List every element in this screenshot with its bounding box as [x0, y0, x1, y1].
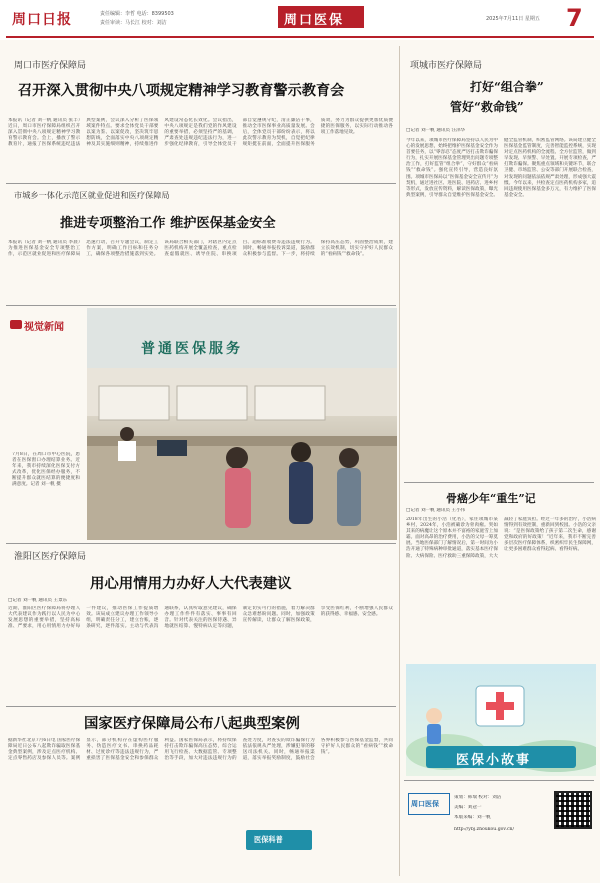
article1-rule [6, 183, 396, 184]
camera-icon [10, 320, 22, 329]
photo-caption: 7月8日，在周口市中心医院，患者在医保窗口办理结算业务。近年来，我市持续深化医保支付方式改革，优化医保经办服务，不断提升群众就医结算的便捷度和满意度。记者 刘一帆 摄 [12, 452, 80, 488]
article1-section: 周口市医疗保障局 [14, 61, 87, 71]
page-label: 周口医保 [284, 13, 345, 28]
article3-body: 本报讯（记者 刘一帆 通讯员 李晨）为推进医保基金安全专项整治工作，示范区就业促进和医疗保障局迅速行动，召开专题会议，制定工作方案，明确工作目标和任务分工，确保各项整治措施落到实处。该局联合相关部门，对辖区内定点医药机构开展全覆盖检查，重点检查虚假就医、诱导住院、串换项目、超标准收费等违法违规行为。同时，畅通举报投诉渠道，鼓励群众积极参与监督。下一步，将持续保持高压态势，巩固整治成果，建立长效机制，切实守护好人民群众的“看病钱”“救命钱”。 [8, 240, 393, 258]
article6-body: 据新华社北京7月6日电 国家医疗保障局近日公布八起欺诈骗取医保基金典型案例，涉及定点医疗机构、定点零售药店及参保人员等。案例显示，部分机构存在虚构医疗服务、伪造医疗文书、串换药品耗材、过度诊疗等违法违规行为，严重损害了医保基金安全和参保群众利益。国家医保局表示，将持续保持打击欺诈骗保高压态势，综合运用飞行检查、大数据监管、专项整治等手段，加大对违法违规行为的查处力度，对查实的欺诈骗保行为依法依规从严处理，涉嫌犯罪的移送司法机关。同时，畅通举报渠道，落实举报奖励制度，鼓励社会各界积极参与医保基金监督，共同守护好人民群众的“看病钱”“救命钱”。 [8, 738, 393, 762]
masthead [0, 0, 600, 40]
photo-banner: 普通医保服务 [141, 341, 243, 357]
article4-rule [6, 706, 396, 707]
story-label-banner [426, 746, 576, 768]
visual-news-label: 视觉新闻 [24, 322, 64, 333]
article1-body: 本报讯（记者 刘一帆 通讯员 张丰）近日，周口市医疗保障局组织召开深入贯彻中央八项规定精神学习教育警示教育会。会上，播放了警示教育片，通报了医保系统违纪违法典型案例，会议深入分析了医保领域案件特点。要求全体党员干部要以案为鉴、以案促改，坚决筑牢思想防线，全面落实中央八项规定精神及其实施细则精神，持续推进作风建设常态化长效化。会议指出，中央八项规定是我们党的作风建设的重要举措，必须坚持严的基调，严肃查处违规违纪违法行为，进一步强化纪律教育，引导全体党员干部自觉遵规守纪，清正廉洁干事，推动全市医保事业高质量发展。会后，全体党员干部纷纷表示，将以此次警示教育为契机，自觉把纪律规矩挺在前面，全面提升医保服务质效，努力为群众提供更加优质便捷的医保服务，以实际行动推动各项工作落地见效。 [8, 118, 393, 148]
page-number: 7 [566, 4, 583, 32]
newspaper-logo: 周口日报 [12, 12, 72, 28]
page-date: 2025年7月11日 星期五 [486, 16, 540, 22]
footer-url: http://ybj.zhoukou.gov.cn/ [454, 827, 515, 832]
footer-logo-text: 周口医保 [411, 800, 439, 808]
story-label: 医保小故事 [456, 753, 532, 768]
article2-title-line1: 打好“组合拳” [470, 80, 544, 94]
article2-section: 项城市医疗保障局 [410, 61, 483, 71]
editor-info: 责任编辑：李哲 电话：8399503 [100, 11, 174, 17]
column-divider [399, 46, 400, 876]
article2-rule [404, 482, 594, 483]
footer-editor: 策划：韩瑞 校对：刘洁 [454, 795, 502, 800]
article3-rule [6, 305, 396, 306]
footer-designer: 美编：刘冠一 [454, 805, 482, 810]
article5-body: 2018年出生的小浩（化名），家住项城市某乡村，2024年，小浩被确诊为骨肉瘤。突如其来的病魔让这个原本并不富裕的家庭雪上加霜。面对高昂的治疗费用，小浩的父母一筹莫展。当地医保部门了解情况后，第一时间为小浩开通了特殊病种审批通道，落实基本医疗保险、大病保险、医疗救助三重保障政策，大大减轻了家庭负担。经过一年多的治疗，小浩病情得到有效控制，重新回到校园。小浩的父亲说：“是医保政策给了孩子第二次生命，感谢党和政府的好政策！”近年来，我市不断完善多层次医疗保障体系，织密织牢民生保障网，让更多困难群众看得起病、看得好病。 [406, 517, 596, 559]
article4-body: 近期，淮阳区医疗保障局将办理人大代表建议作为践行以人民为中心发展思想的重要举措，坚持高标准、严要求，用心用情用力办好每一件建议，推动医保工作提质增效。该局成立建议办理工作领导小组，明确责任分工，建立台账，逐条研究，逐件落实。主动与代表沟通联系，认真听取意见建议，确保办理工作件件有落实、事事有回音。针对代表关注的医保待遇、异地就医结算、慢特病认定等问题，制定切实可行的措施，着力解决群众急难愁盼问题。同时，加强政策宣传解读，让群众了解医保政策，享受医保红利，不断增强人民群众的获得感、幸福感、安全感。 [8, 606, 393, 630]
article4-byline: □记者 刘一帆 通讯员 王景东 [8, 598, 68, 603]
article5-title: 骨癌少年“重生”记 [446, 492, 536, 505]
science-badge-label: 医保科普 [254, 835, 283, 844]
article3-title: 推进专项整治工作 维护医保基金安全 [60, 216, 276, 231]
article5-byline: □记者 刘一帆 通讯员 王小伟 [406, 508, 466, 513]
news-photo [87, 308, 397, 540]
photo-rule [6, 543, 396, 544]
footer-box [404, 780, 594, 877]
article1-title: 召开深入贯彻中央八项规定精神学习教育警示教育会 [18, 83, 345, 99]
article2-title-line2: 管好“救命钱” [450, 100, 524, 114]
article6-title: 国家医疗保障局公布八起典型案例 [84, 715, 300, 732]
story-illustration [406, 664, 596, 776]
science-badge [246, 830, 312, 850]
article4-section: 淮阳区医疗保障局 [14, 552, 87, 562]
visual-news-badge [10, 316, 80, 344]
qr-code [554, 791, 592, 829]
article4-title: 用心用情用力办好人大代表建议 [90, 575, 292, 592]
footer-logo [408, 793, 450, 815]
article2-body: 今年以来，项城市医疗保障局坚持以人民为中心的发展思想，始终把维护医保基金安全作为首要任务，以“零容忍”态度严厉打击欺诈骗保行为，扎实开展医保基金管理突出问题专项整治工作，打好监管“组合拳”，守好群众“看病钱”“救命钱”。强化宣传引导，营造良好氛围。项城市医保局以“医保基金安全宣传月”为契机，通过进社区、进医院、进药店、进乡村等形式，发放宣传资料，解读医保政策，曝光典型案例，引导群众自觉维护医保基金安全。健全监管机制，织密监管网络。该局建立健全医保基金监管制度，完善智能监控系统，实现对定点医药机构的全流程、全方位监管，做到早发现、早预警、早处置。开展专项检查，严打欺诈骗保。聚焦重点领域和关键环节，联合卫健、市场监管、公安等部门开展联合检查，对发现的问题依法依规严肃处理，形成强大震慑。今年以来，共检查定点医药机构多家，追回违规使用医保基金多万元，有力维护了医保基金安全。 [406, 138, 596, 198]
footer-reporter: 本版采编：刘一帆 [454, 815, 491, 820]
article2-byline: □记者 刘一帆 通讯员 汪泽华 [406, 128, 466, 133]
review-info: 责任审读：马长江 校对：刘洁 [100, 20, 167, 26]
masthead-rule [6, 36, 594, 38]
article3-section: 市城乡一体化示范区就业促进和医疗保障局 [14, 190, 170, 200]
